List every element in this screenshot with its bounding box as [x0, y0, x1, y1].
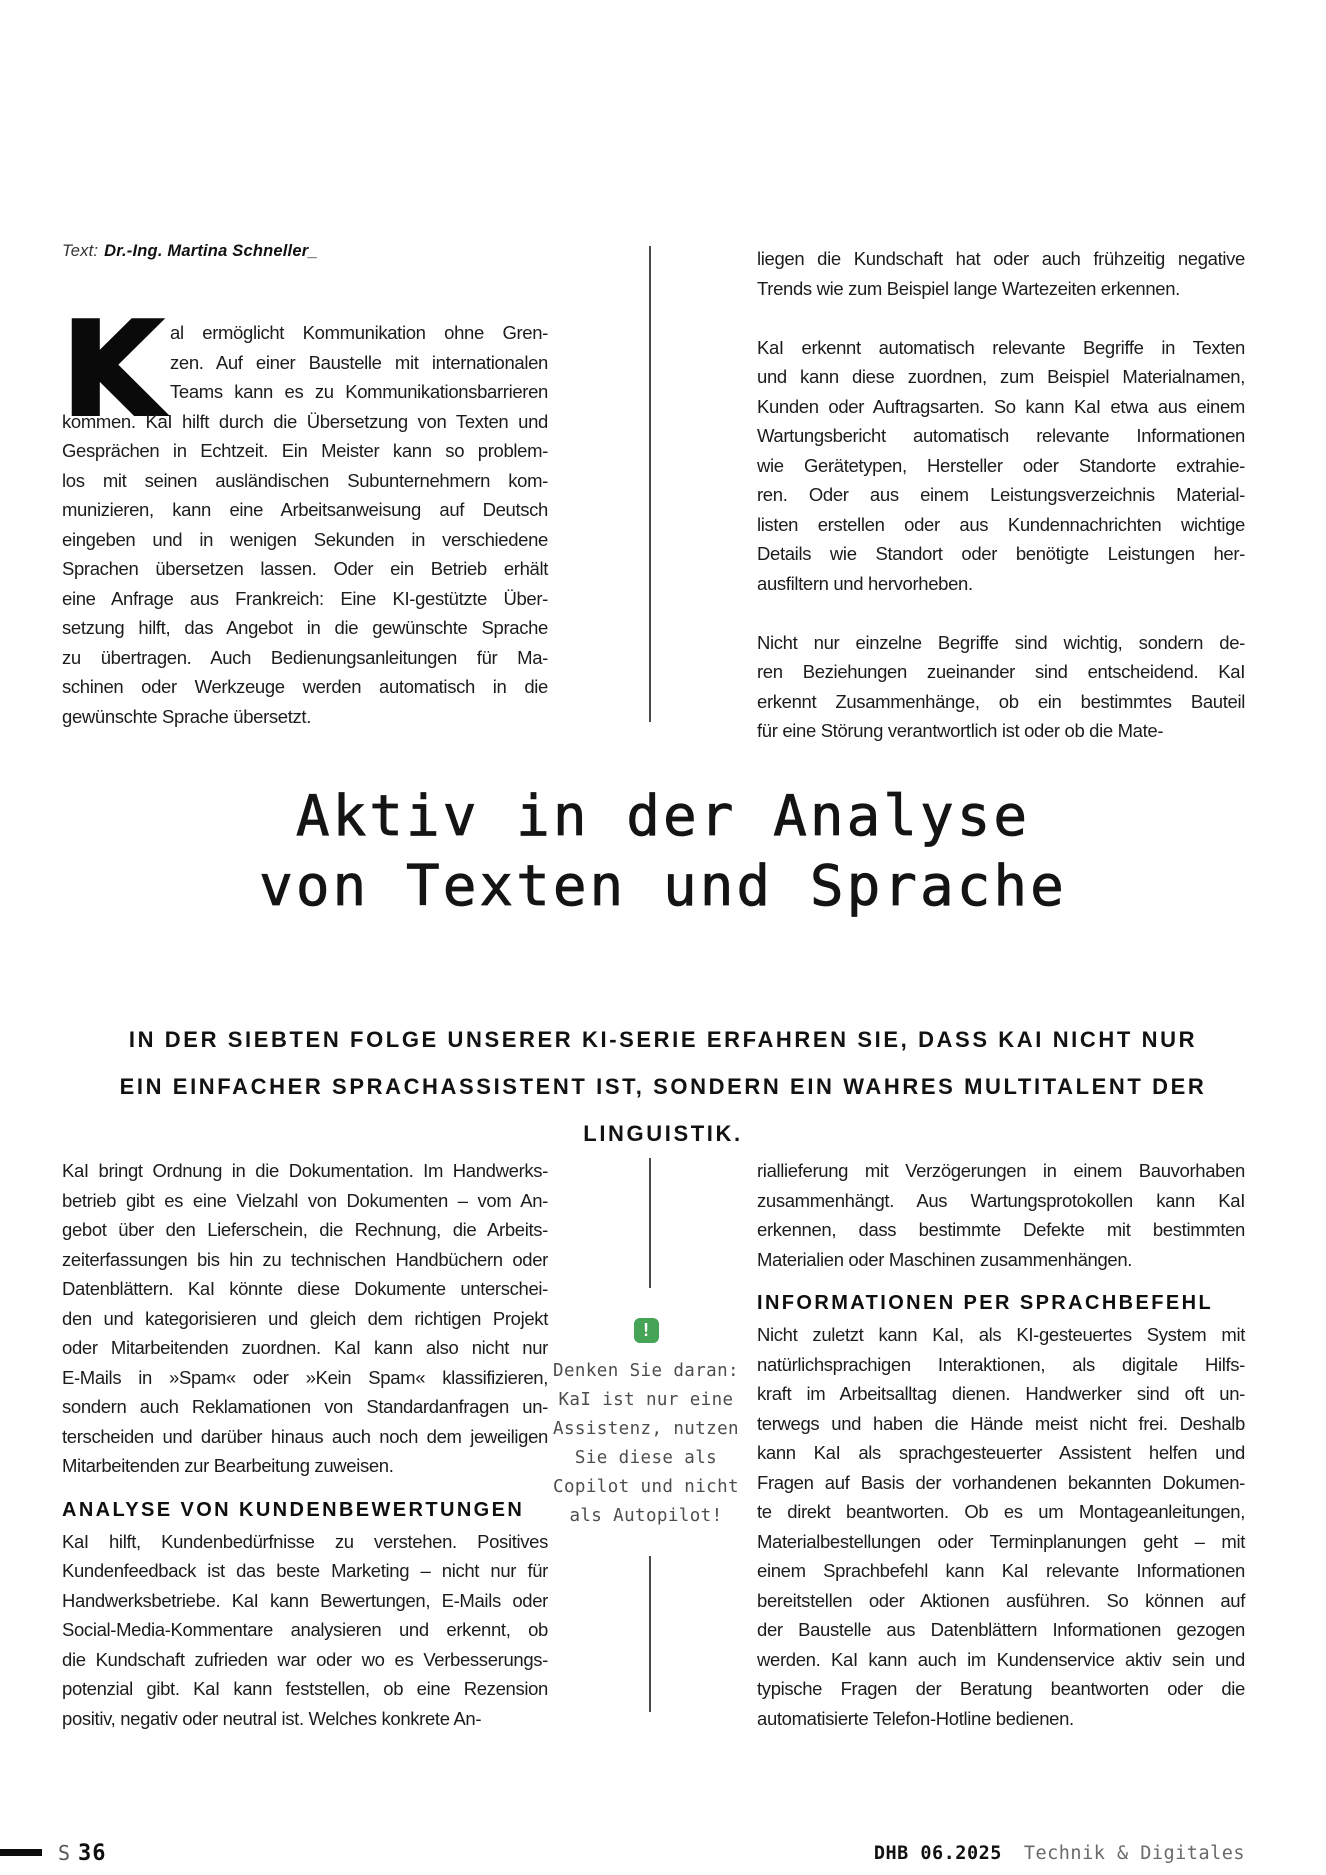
text-line: KaI erkennt automatisch relevante Begriffe in Texten	[757, 336, 1245, 358]
paragraph	[62, 1156, 548, 1481]
text-line: oder Mitarbeitenden zuordnen. KaI kann also nicht nur	[62, 1337, 548, 1358]
text-line: eine Anfrage aus Frankreich: Eine KI-gestützte Über-	[62, 587, 548, 609]
text-line: ausfiltern und hervorheben.	[757, 572, 973, 594]
text-line: für eine Störung verantwortlich ist oder ob die Mate-	[757, 720, 1164, 741]
footer-section: Technik & Digitales	[1023, 1843, 1245, 1864]
text-line: Denken Sie daran:	[553, 1361, 739, 1381]
text-line: Sie diese als	[574, 1448, 718, 1468]
text-line: Mitarbeitenden zur Bearbeitung zuweisen.	[62, 1455, 394, 1476]
text-line: den und kategorisieren und gleich dem richtigen Projekt	[62, 1307, 548, 1329]
text-line: die Kundschaft zufrieden war oder wo es Verbesserungs-	[62, 1648, 548, 1670]
bottom-left-column-text	[62, 1156, 548, 1733]
text-line: Gesprächen in Echtzeit. Ein Meister kann so problem-	[62, 440, 548, 461]
text-line: ren Beziehungen zueinander sind entscheidend. KaI	[757, 661, 1245, 682]
paragraph	[757, 244, 1245, 303]
text-line: werden. KaI kann auch im Kundenservice aktiv sein und	[757, 1648, 1245, 1670]
gutter-divider-lower	[649, 1556, 651, 1712]
text-line: Materialien oder Maschinen zusammenhängen.	[757, 1248, 1133, 1270]
bottom-right-column-text	[757, 1156, 1245, 1733]
text-line: Copilot und nicht	[553, 1477, 739, 1497]
text-line: typische Fragen der Beratung beantworten oder die	[757, 1678, 1245, 1699]
text-line: kraft im Arbeitsalltag dienen. Handwerker sind oft un-	[757, 1383, 1245, 1404]
text-line: IN DER SIEBTEN FOLGE UNSERER KI-SERIE ERFAHREN SIE, DASS KAI NICHT NUR	[128, 1027, 1198, 1052]
text-line: Datenblättern. KaI könnte diese Dokumente unterschei-	[62, 1278, 548, 1299]
byline-label: Text:	[62, 242, 99, 260]
byline	[62, 242, 318, 261]
text-line: ren. Oder aus einem Leistungsverzeichnis Material-	[757, 484, 1245, 505]
text-line: positiv, negativ oder neutral ist. Welches konkrete An-	[62, 1707, 482, 1729]
footer-issue-info	[874, 1842, 1245, 1866]
top-left-column	[62, 296, 548, 731]
text-line: eingeben und in wenigen Sekunden in verschiedene	[62, 528, 548, 550]
column-divider-top	[649, 246, 651, 722]
text-line: munizieren, kann eine Arbeitsanweisung auf Deutsch	[62, 499, 548, 520]
text-line: liegen die Kundschaft hat oder auch frühzeitig negative	[757, 248, 1245, 269]
text-line: KaI bringt Ordnung in die Dokumentation. Im Handwerks-	[62, 1160, 548, 1181]
exclamation-icon: !	[634, 1318, 659, 1343]
footer-issue: DHB 06.2025	[873, 1843, 1002, 1864]
text-line: kommen. KaI hilft durch die Übersetzung von Texten und	[62, 410, 548, 432]
headline-line-2: von Texten und Sprache	[259, 854, 1067, 919]
section-heading: ANALYSE VON KUNDENBEWERTUNGEN	[62, 1498, 525, 1521]
text-line: potenzial gibt. KaI kann feststellen, ob eine Rezension	[62, 1678, 548, 1699]
gutter-divider-upper	[649, 1158, 651, 1288]
text-line: Kunden oder Auftragsarten. So kann KaI etwa aus einem	[757, 395, 1245, 417]
text-line: EIN EINFACHER SPRACHASSISTENT IST, SONDERN EIN WAHRES MULTITALENT DER	[119, 1074, 1207, 1099]
text-line: Assistenz, nutzen	[553, 1419, 739, 1439]
paragraph	[62, 1527, 548, 1734]
byline-author: Dr.-Ing. Martina Schneller_	[104, 242, 318, 260]
text-line: Details wie Standort oder benötigte Leistungen her-	[757, 543, 1245, 564]
text-line: erkennt Zusammenhänge, ob ein bestimmtes Bauteil	[757, 690, 1245, 712]
text-line: setzung hilft, das Angebot in die gewünschte Sprache	[62, 617, 548, 638]
standfirst	[93, 1016, 1233, 1157]
text-line: zusammenhängt. Aus Wartungsprotokollen kann KaI	[757, 1189, 1245, 1211]
text-line: bereitstellen oder Aktionen ausführen. So können auf	[757, 1589, 1245, 1611]
text-line: Trends wie zum Beispiel lange Wartezeiten erkennen.	[757, 277, 1180, 299]
footer-page-number	[58, 1840, 107, 1867]
text-line: Wartungsbericht automatisch relevante Informationen	[757, 425, 1245, 446]
text-line: natürlichsprachigen Interaktionen, als digitale Hilfs-	[757, 1353, 1245, 1375]
text-line: Kundenfeedback ist das beste Marketing – nicht nur für	[62, 1560, 548, 1581]
footer-rule	[0, 1849, 42, 1856]
text-line: te direkt beantworten. Ob es um Montageanleitungen,	[757, 1501, 1245, 1522]
text-line: Sprachen übersetzen lassen. Oder ein Betrieb erhält	[62, 558, 548, 579]
text-line: riallieferung mit Verzögerungen in einem Bauvorhaben	[757, 1160, 1245, 1181]
bottom-right-column	[757, 1156, 1245, 1733]
top-right-column	[757, 244, 1245, 746]
margin-note	[551, 1318, 741, 1531]
text-line: los mit seinen ausländischen Subunternehmern kom-	[62, 469, 548, 491]
text-line: KaI hilft, Kundenbedürfnisse zu verstehen. Positives	[62, 1530, 548, 1552]
article-headline	[0, 782, 1326, 922]
paragraph	[757, 333, 1245, 599]
text-line: als Autopilot!	[569, 1506, 723, 1526]
text-line: E-Mails in »Spam« oder »Kein Spam« klassifizieren,	[62, 1366, 548, 1388]
text-line: kann KaI als sprachgesteuerter Assistent helfen und	[757, 1442, 1245, 1463]
text-line: wie Gerätetypen, Hersteller oder Standorte extrahie-	[757, 454, 1245, 476]
text-line: automatisierte Telefon-Hotline bedienen.	[757, 1707, 1074, 1729]
top-right-column-text	[757, 244, 1245, 746]
paragraph	[757, 1320, 1245, 1733]
text-line: zen. Auf einer Baustelle mit internationalen	[170, 351, 548, 373]
text-line: zeiterfassungen bis hin zu technischen Handbüchern oder	[62, 1248, 548, 1270]
text-line: Teams kann es zu Kommunikationsbarrieren	[170, 381, 548, 402]
text-line: der Baustelle aus Datenblättern Informationen gezogen	[757, 1619, 1245, 1640]
text-line: gewünschte Sprache übersetzt.	[62, 705, 312, 727]
text-line: Materialbestellungen oder Terminplanungen geht – mit	[757, 1530, 1245, 1552]
text-line: und kann diese zuordnen, zum Beispiel Materialnamen,	[757, 366, 1245, 387]
text-line: betrieb gibt es eine Vielzahl von Dokumenten – vom An-	[62, 1189, 548, 1211]
text-line: gebot über den Lieferschein, die Rechnung, die Arbeits-	[62, 1219, 548, 1240]
margin-note-text	[551, 1357, 741, 1531]
text-line: listen erstellen oder aus Kundennachrichten wichtige	[757, 513, 1245, 535]
text-line: einem Sprachbefehl kann KaI relevante Informationen	[757, 1560, 1245, 1581]
text-line: sondern auch Reklamationen von Standardanfragen un-	[62, 1396, 548, 1417]
text-line: terscheiden und darüber hinaus auch noch dem jeweiligen	[62, 1425, 548, 1447]
headline-line-1: Aktiv in der Analyse	[295, 784, 1031, 849]
text-line: Nicht nur einzelne Begriffe sind wichtig, sondern de-	[757, 631, 1245, 653]
text-line: al ermöglicht Kommunikation ohne Gren-	[170, 322, 548, 343]
text-line: KaI ist nur eine	[558, 1390, 734, 1410]
paragraph	[757, 628, 1245, 746]
text-line: Social-Media-Kommentare analysieren und erkennt, ob	[62, 1619, 548, 1640]
paragraph	[757, 1156, 1245, 1274]
text-line: Fragen auf Basis der vorhandenen bekannten Dokumen-	[757, 1471, 1245, 1493]
text-line: zu übertragen. Auch Bedienungsanleitungen für Ma-	[62, 646, 548, 668]
footer-page-num: 36	[78, 1841, 107, 1866]
text-line: erkennen, dass bestimmte Defekte mit bestimmten	[757, 1219, 1245, 1240]
text-line: LINGUISTIK.	[583, 1121, 743, 1146]
footer-page-label: S	[58, 1841, 72, 1865]
dropcap-letter: K	[62, 296, 162, 445]
bottom-left-column	[62, 1156, 548, 1733]
text-line: Nicht zuletzt kann KaI, als KI-gesteuertes System mit	[757, 1324, 1245, 1345]
text-line: terwegs und haben die Hände meist nicht frei. Deshalb	[757, 1412, 1245, 1434]
section-heading: INFORMATIONEN PER SPRACHBEFEHL	[757, 1292, 1214, 1314]
text-line: Handwerksbetriebe. KaI kann Bewertungen, E-Mails oder	[62, 1589, 548, 1611]
text-line: schinen oder Werkzeuge werden automatisch in die	[62, 676, 548, 697]
